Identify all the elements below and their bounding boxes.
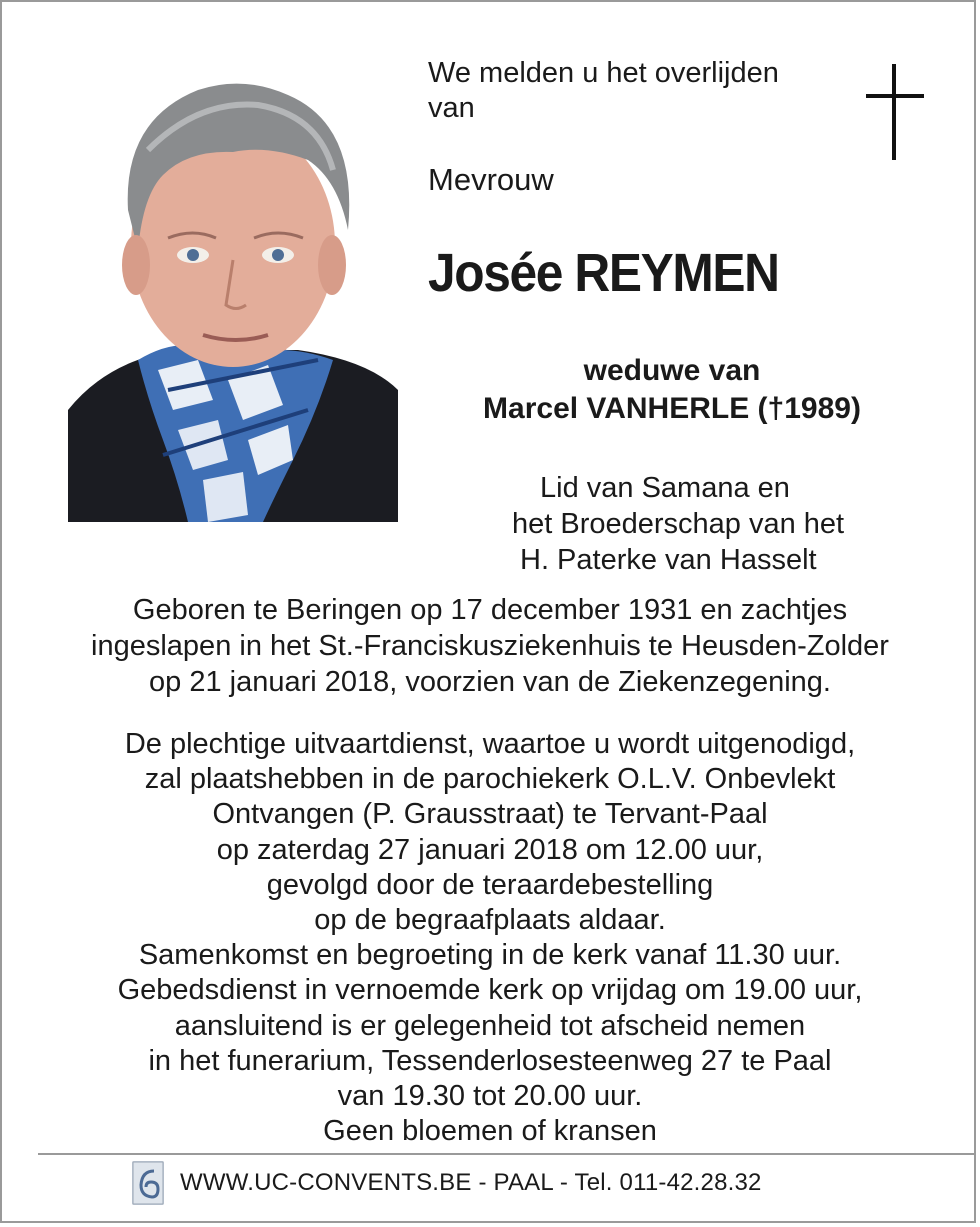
text-line: zal plaatshebben in de parochiekerk O.L.V. Onbevlekt (144, 763, 836, 796)
funeral-home-contact: WWW.UC-CONVENTS.BE - PAAL - Tel. 011-42.28.32 (180, 1169, 762, 1196)
footer (132, 1160, 762, 1206)
cross-icon (866, 64, 924, 160)
membership (442, 470, 902, 578)
honorific: Mevrouw (428, 162, 554, 197)
deceased-name: Josée REYMEN (428, 243, 779, 303)
text-line: aansluitend is er gelegenheid tot afscheid nemen (174, 1009, 806, 1042)
funeral-service-paragraph (22, 727, 958, 1149)
portrait-photo (68, 60, 398, 522)
widow-of (422, 352, 922, 428)
widow-line-1: weduwe van (583, 354, 761, 387)
text-line: ingeslapen in het St.-Franciskusziekenhuis te Heusden-Zolder (91, 630, 889, 662)
birth-death-paragraph (22, 592, 958, 700)
text-line: De plechtige uitvaartdienst, waartoe u wordt uitgenodigd, (124, 728, 856, 760)
membership-line-3: H. Paterke van Hasselt (520, 544, 817, 576)
text-line: Ontvangen (P. Grausstraat) te Tervant-Paal (212, 798, 768, 831)
text-line: Samenkomst en begroeting in de kerk vanaf 11.30 uur. (138, 939, 842, 972)
announcement-intro (428, 56, 848, 126)
text-line: op 21 januari 2018, voorzien van de Ziekenzegening. (149, 666, 831, 698)
text-line: van 19.30 tot 20.00 uur. (337, 1080, 643, 1113)
intro-line-1: We melden u het overlijden (428, 57, 779, 89)
widow-line-2: Marcel VANHERLE (†1989) (483, 392, 861, 425)
text-line: Gebedsdienst in vernoemde kerk op vrijdag om 19.00 uur, (117, 974, 863, 1007)
intro-line-2: van (428, 92, 475, 124)
footer-divider (38, 1153, 974, 1155)
text-line: Geen bloemen of kransen (323, 1115, 657, 1148)
text-line: Geboren te Beringen op 17 december 1931 en zachtjes (132, 594, 848, 626)
membership-line-1: Lid van Samana en (540, 472, 790, 504)
text-line: gevolgd door de teraardebestelling (266, 868, 714, 901)
uc-conventus-logo (132, 1161, 164, 1205)
membership-line-2: het Broederschap van het (512, 508, 845, 540)
text-line: in het funerarium, Tessenderlosesteenweg 27 te Paal (148, 1044, 832, 1077)
text-line: op zaterdag 27 januari 2018 om 12.00 uur, (216, 833, 764, 866)
text-line: op de begraafplaats aldaar. (314, 904, 666, 937)
